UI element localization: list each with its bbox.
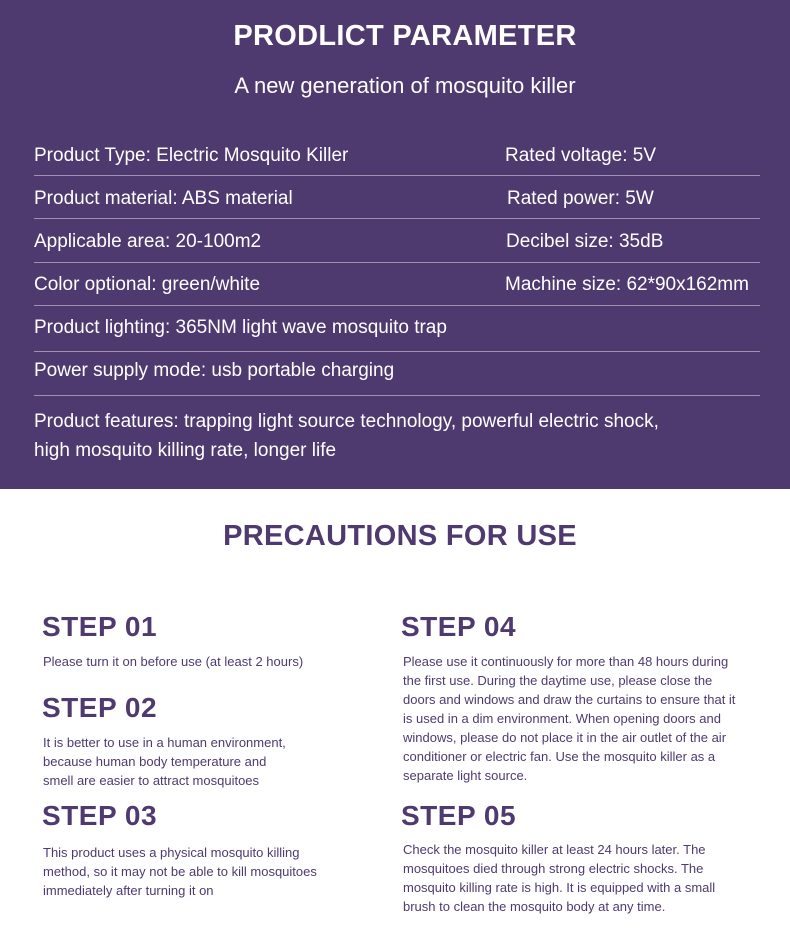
step-03-text [43, 843, 317, 900]
step-line: mosquito killing rate is high. It is equipped with a small [403, 880, 716, 895]
step-line: the first use. During the daytime use, please close the [403, 673, 713, 688]
parameter-label: Product Type: Electric Mosquito Killer [34, 145, 349, 166]
step-line: Please turn it on before use (at least 2 hours) [43, 654, 304, 669]
step-line: brush to clean the mosquito body at any time. [403, 899, 666, 914]
step-line: This product uses a physical mosquito killing [43, 845, 300, 860]
step-line: windows, please do not place it in the air outlet of the air [403, 730, 727, 745]
step-line: immediately after turning it on [43, 883, 214, 898]
features-line: Product features: trapping light source technology, powerful electric shock, [34, 411, 659, 432]
parameter-label: Applicable area: 20-100m2 [34, 231, 262, 252]
step-line: method, so it may not be able to kill mosquitoes [43, 864, 317, 879]
parameter-value: Machine size: 62*90x162mm [505, 274, 749, 295]
parameter-label: Product lighting: 365NM light wave mosquito trap [34, 317, 447, 338]
row-divider [34, 351, 760, 352]
parameter-label: Color optional: green/white [34, 274, 261, 295]
step-05-heading: STEP 05 [401, 800, 517, 831]
row-divider [34, 395, 760, 396]
product-features [34, 407, 760, 465]
row-divider [34, 175, 760, 176]
step-02-heading: STEP 02 [42, 692, 158, 723]
step-05-text [403, 840, 715, 916]
step-line: smell are easier to attract mosquitoes [43, 773, 260, 788]
row-divider [34, 305, 760, 306]
parameter-value: Rated power: 5W [507, 188, 654, 209]
step-line: Check the mosquito killer at least 24 hours later. The [403, 842, 706, 857]
step-04-text [403, 652, 735, 785]
step-line: separate light source. [403, 768, 528, 783]
features-line: high mosquito killing rate, longer life [34, 440, 337, 461]
parameter-title: PRODLICT PARAMETER [233, 20, 577, 52]
row-divider [34, 218, 760, 219]
step-line: conditioner or electric fan. Use the mosquito killer as a [403, 749, 716, 764]
parameter-value: Decibel size: 35dB [506, 231, 664, 252]
step-line: It is better to use in a human environment, [43, 735, 286, 750]
step-01-heading: STEP 01 [42, 611, 158, 642]
parameter-subtitle: A new generation of mosquito killer [234, 73, 576, 98]
step-04-heading: STEP 04 [401, 611, 517, 642]
step-line: doors and windows and draw the curtains to ensure that it [403, 692, 736, 707]
parameter-label: Product material: ABS material [34, 188, 293, 209]
precautions-title: PRECAUTIONS FOR USE [223, 520, 577, 552]
step-line: is used in a dim environment. When opening doors and [403, 711, 721, 726]
parameter-label: Power supply mode: usb portable charging [34, 360, 395, 381]
step-line: mosquitoes died through strong electric shocks. The [403, 861, 704, 876]
step-01-text [43, 652, 303, 671]
parameter-value: Rated voltage: 5V [505, 145, 657, 166]
step-line: because human body temperature and [43, 754, 267, 769]
step-line: Please use it continuously for more than 48 hours during [403, 654, 729, 669]
step-03-heading: STEP 03 [42, 800, 158, 831]
step-02-text [43, 733, 286, 790]
row-divider [34, 262, 760, 263]
